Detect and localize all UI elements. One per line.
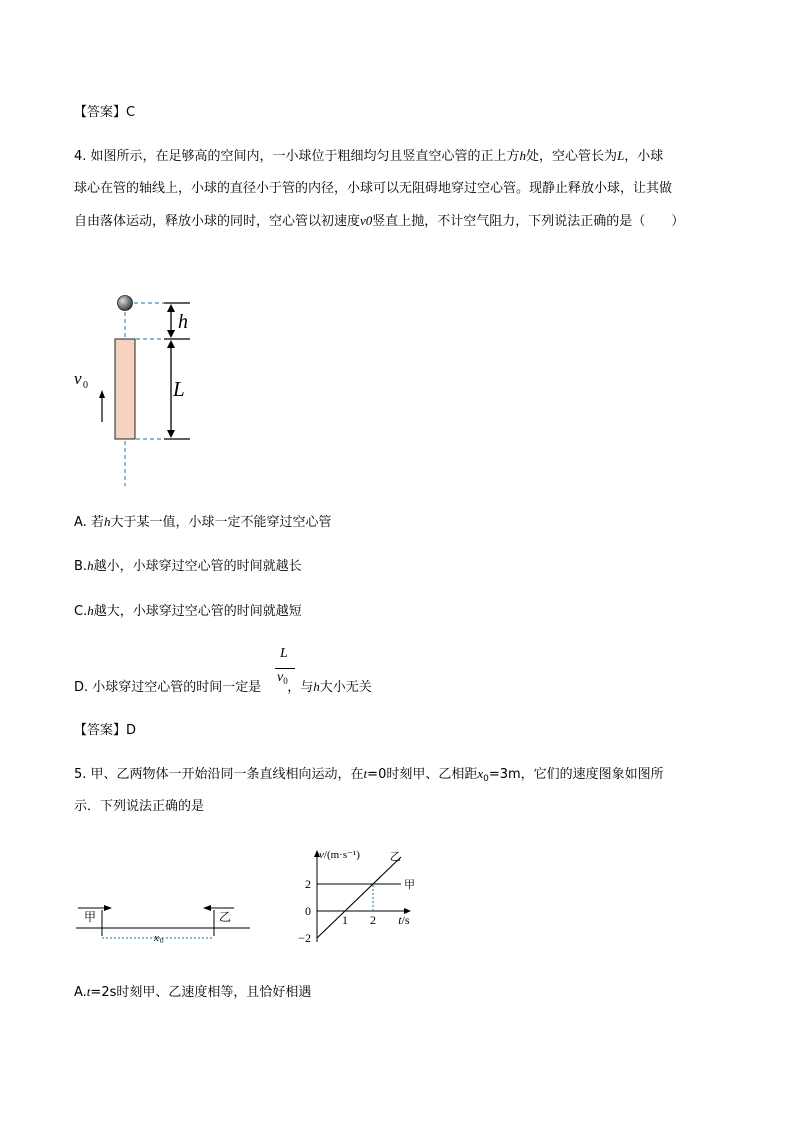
y-tick-label: 2 (305, 877, 311, 891)
q5-line-1: 5. 甲、乙两物体一开始沿同一条直线相向运动，在t=0时刻甲、乙相距$x_0=3m$，它们的速度图象如图所 (74, 766, 664, 784)
x-tick-label: 1 (342, 913, 348, 927)
L-label: L (173, 377, 185, 401)
ball-tube-figure (60, 286, 210, 491)
fraction-bar (275, 668, 295, 669)
motion-figure (74, 896, 254, 946)
x0-subscript: 0 (160, 937, 164, 945)
velocity-time-chart (280, 846, 430, 956)
ball (118, 296, 133, 311)
series-label-yi: 乙 (389, 850, 401, 863)
answer-q3: 【答案】C (74, 105, 136, 120)
h-label: h (178, 311, 188, 333)
q5-line-2: 示．下列说法正确的是 (74, 799, 205, 814)
series-label-jia: 甲 (404, 878, 415, 891)
x-tick-label: 2 (370, 913, 376, 927)
q5-option-a: A.t=2s时刻甲、乙速度相等，且恰好相遇 (74, 984, 312, 1000)
q4-line-2: 球心在管的轴线上，小球的直径小于管的内径，小球可以无阻碍地穿过空心管。现静止释放小球，让其做 (74, 181, 673, 196)
q4-option-d: D. 小球穿过空心管的时间一定是 ，与h大小无关 (74, 679, 372, 695)
hollow-tube (115, 339, 135, 439)
answer-q4: 【答案】D (74, 723, 137, 738)
y-tick-label: −2 (298, 931, 311, 945)
yi-label: 乙 (219, 910, 232, 924)
q4-option-b: B.h越小，小球穿过空心管的时间就越长 (74, 558, 302, 574)
y-tick-label: 0 (305, 904, 311, 918)
fraction-denominator: $v_0$ (277, 670, 288, 686)
x0-label: x (154, 932, 159, 944)
series-line-yi (317, 857, 401, 938)
v0-subscript: 0 (83, 380, 88, 391)
x-axis-label: t/s (398, 913, 410, 927)
q4-option-c: C.h越大，小球穿过空心管的时间就越短 (74, 603, 302, 619)
v0-label: v (74, 369, 82, 388)
q4-line-3: 自由落体运动，释放小球的同时，空心管以初速度v0竖直上抛，不计空气阻力，下列说法正确的是（ ） (74, 213, 685, 229)
q4-option-a: A. 若h大于某一值，小球一定不能穿过空心管 (74, 514, 332, 530)
jia-label: 甲 (84, 910, 97, 924)
q4-line-1: 4. 如图所示，在足够高的空间内，一小球位于粗细均匀且竖直空心管的正上方h处，空心管长为L，小球 (74, 148, 664, 164)
fraction-numerator: L (280, 646, 288, 661)
y-axis-label: v/(m·s⁻¹) (319, 849, 360, 861)
